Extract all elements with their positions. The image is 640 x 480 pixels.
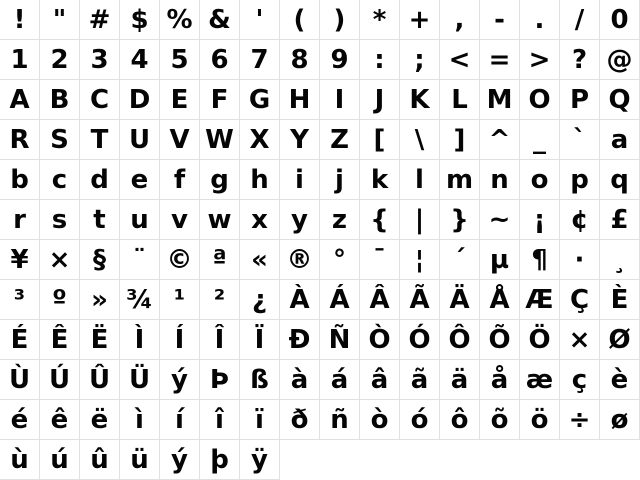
glyph-cell: &: [200, 0, 240, 40]
glyph-row: [0, 320, 640, 360]
glyph-cell: ó: [400, 400, 440, 440]
glyph-cell: w: [200, 200, 240, 240]
glyph-cell: Ê: [40, 320, 80, 360]
glyph-cell: 7: [240, 40, 280, 80]
glyph-cell: ý: [160, 360, 200, 400]
glyph-cell: þ: [200, 440, 240, 480]
glyph-cell: ¯: [360, 240, 400, 280]
glyph-cell: æ: [520, 360, 560, 400]
glyph-cell: 6: [200, 40, 240, 80]
glyph-cell: ÿ: [240, 440, 280, 480]
glyph-cell: @: [600, 40, 640, 80]
glyph-cell: ñ: [320, 400, 360, 440]
glyph-cell: 5: [160, 40, 200, 80]
glyph-cell: Î: [200, 320, 240, 360]
glyph-cell: ;: [400, 40, 440, 80]
glyph-cell: Ó: [400, 320, 440, 360]
glyph-cell: J: [360, 80, 400, 120]
glyph-cell: Ï: [240, 320, 280, 360]
glyph-cell: ì: [120, 400, 160, 440]
glyph-cell: ¥: [0, 240, 40, 280]
glyph-cell: _: [520, 120, 560, 160]
glyph-cell: À: [280, 280, 320, 320]
glyph-cell: i: [280, 160, 320, 200]
glyph-cell: ¡: [520, 200, 560, 240]
glyph-cell: Ü: [120, 360, 160, 400]
glyph-cell: ä: [440, 360, 480, 400]
glyph-cell: f: [160, 160, 200, 200]
glyph-cell: z: [320, 200, 360, 240]
glyph-cell: ë: [80, 400, 120, 440]
glyph-cell: 4: [120, 40, 160, 80]
glyph-row: [0, 440, 640, 480]
glyph-cell: t: [80, 200, 120, 240]
glyph-cell: Ã: [400, 280, 440, 320]
glyph-cell: ×: [40, 240, 80, 280]
glyph-cell: b: [0, 160, 40, 200]
glyph-cell: â: [360, 360, 400, 400]
glyph-cell: Ñ: [320, 320, 360, 360]
glyph-cell: Ö: [520, 320, 560, 360]
glyph-cell: d: [80, 160, 120, 200]
glyph-cell: L: [440, 80, 480, 120]
glyph-cell: 3: [80, 40, 120, 80]
glyph-cell: ª: [200, 240, 240, 280]
glyph-cell: 8: [280, 40, 320, 80]
glyph-cell: K: [400, 80, 440, 120]
glyph-row: [0, 360, 640, 400]
glyph-cell: î: [200, 400, 240, 440]
glyph-cell: B: [40, 80, 80, 120]
glyph-cell: >: [520, 40, 560, 80]
glyph-row: [0, 0, 640, 40]
glyph-cell: |: [400, 200, 440, 240]
glyph-cell: F: [200, 80, 240, 120]
glyph-cell: Ú: [40, 360, 80, 400]
glyph-cell: a: [600, 120, 640, 160]
glyph-cell: Æ: [520, 280, 560, 320]
glyph-cell: W: [200, 120, 240, 160]
glyph-cell: ï: [240, 400, 280, 440]
glyph-row: [0, 280, 640, 320]
glyph-cell: ´: [440, 240, 480, 280]
glyph-cell: y: [280, 200, 320, 240]
glyph-cell: ¸: [600, 240, 640, 280]
glyph-cell: ~: [480, 200, 520, 240]
glyph-cell: Ø: [600, 320, 640, 360]
glyph-cell: G: [240, 80, 280, 120]
glyph-cell: ¢: [560, 200, 600, 240]
glyph-cell: Þ: [200, 360, 240, 400]
glyph-cell: 9: [320, 40, 360, 80]
glyph-cell: û: [80, 440, 120, 480]
glyph-cell: á: [320, 360, 360, 400]
glyph-cell: H: [280, 80, 320, 120]
glyph-cell: v: [160, 200, 200, 240]
glyph-cell: ¨: [120, 240, 160, 280]
glyph-cell: ü: [120, 440, 160, 480]
glyph-row: [0, 200, 640, 240]
glyph-cell: Z: [320, 120, 360, 160]
glyph-cell: #: [80, 0, 120, 40]
glyph-cell: Ù: [0, 360, 40, 400]
glyph-cell: ): [320, 0, 360, 40]
glyph-cell: c: [40, 160, 80, 200]
glyph-cell: /: [560, 0, 600, 40]
glyph-cell: ô: [440, 400, 480, 440]
glyph-cell: M: [480, 80, 520, 120]
glyph-cell: ?: [560, 40, 600, 80]
glyph-cell: È: [600, 280, 640, 320]
glyph-cell: ã: [400, 360, 440, 400]
glyph-cell: $: [120, 0, 160, 40]
glyph-cell: q: [600, 160, 640, 200]
glyph-cell: ': [240, 0, 280, 40]
glyph-cell: É: [0, 320, 40, 360]
glyph-row: [0, 40, 640, 80]
glyph-cell: Ë: [80, 320, 120, 360]
glyph-cell: P: [560, 80, 600, 120]
glyph-cell: µ: [480, 240, 520, 280]
glyph-cell: ð: [280, 400, 320, 440]
glyph-cell: [: [360, 120, 400, 160]
glyph-cell: à: [280, 360, 320, 400]
glyph-cell: U: [120, 120, 160, 160]
glyph-cell: n: [480, 160, 520, 200]
glyph-cell: ³: [0, 280, 40, 320]
glyph-cell: R: [0, 120, 40, 160]
glyph-cell: ú: [40, 440, 80, 480]
glyph-cell: }: [440, 200, 480, 240]
glyph-cell: ¹: [160, 280, 200, 320]
glyph-cell: <: [440, 40, 480, 80]
glyph-cell: j: [320, 160, 360, 200]
glyph-cell: O: [520, 80, 560, 120]
glyph-cell: ®: [280, 240, 320, 280]
glyph-cell: å: [480, 360, 520, 400]
glyph-cell: 0: [600, 0, 640, 40]
glyph-cell: +: [400, 0, 440, 40]
glyph-cell: º: [40, 280, 80, 320]
glyph-cell: ^: [480, 120, 520, 160]
glyph-cell: é: [0, 400, 40, 440]
glyph-cell: «: [240, 240, 280, 280]
glyph-cell: ý: [160, 440, 200, 480]
glyph-cell: ": [40, 0, 80, 40]
glyph-cell: í: [160, 400, 200, 440]
glyph-cell: !: [0, 0, 40, 40]
glyph-cell: S: [40, 120, 80, 160]
glyph-cell: »: [80, 280, 120, 320]
glyph-cell: ·: [560, 240, 600, 280]
glyph-cell: u: [120, 200, 160, 240]
glyph-cell: õ: [480, 400, 520, 440]
glyph-cell: ¦: [400, 240, 440, 280]
glyph-cell: §: [80, 240, 120, 280]
glyph-cell: ù: [0, 440, 40, 480]
glyph-cell: T: [80, 120, 120, 160]
glyph-cell: .: [520, 0, 560, 40]
glyph-cell: ²: [200, 280, 240, 320]
glyph-cell: E: [160, 80, 200, 120]
glyph-cell: h: [240, 160, 280, 200]
glyph-cell: V: [160, 120, 200, 160]
glyph-cell: ø: [600, 400, 640, 440]
glyph-cell: ö: [520, 400, 560, 440]
glyph-cell: o: [520, 160, 560, 200]
glyph-cell: *: [360, 0, 400, 40]
glyph-cell: %: [160, 0, 200, 40]
glyph-cell: I: [320, 80, 360, 120]
glyph-cell: ÷: [560, 400, 600, 440]
glyph-cell: ,: [440, 0, 480, 40]
glyph-cell: 1: [0, 40, 40, 80]
glyph-cell: °: [320, 240, 360, 280]
glyph-cell: X: [240, 120, 280, 160]
glyph-cell: Q: [600, 80, 640, 120]
glyph-cell: Í: [160, 320, 200, 360]
glyph-cell: Ä: [440, 280, 480, 320]
glyph-cell: m: [440, 160, 480, 200]
glyph-row: [0, 240, 640, 280]
glyph-cell: ×: [560, 320, 600, 360]
glyph-cell: £: [600, 200, 640, 240]
glyph-cell: :: [360, 40, 400, 80]
empty-area: [280, 440, 640, 480]
glyph-cell: 2: [40, 40, 80, 80]
glyph-row: [0, 160, 640, 200]
glyph-cell: ò: [360, 400, 400, 440]
glyph-cell: {: [360, 200, 400, 240]
glyph-cell: x: [240, 200, 280, 240]
glyph-cell: Ì: [120, 320, 160, 360]
glyph-cell: g: [200, 160, 240, 200]
glyph-cell: ê: [40, 400, 80, 440]
glyph-cell: ©: [160, 240, 200, 280]
glyph-cell: Â: [360, 280, 400, 320]
glyph-cell: `: [560, 120, 600, 160]
glyph-cell: e: [120, 160, 160, 200]
glyph-cell: è: [600, 360, 640, 400]
glyph-row: [0, 120, 640, 160]
glyph-cell: =: [480, 40, 520, 80]
glyph-cell: Å: [480, 280, 520, 320]
glyph-row: [0, 400, 640, 440]
glyph-cell: ¶: [520, 240, 560, 280]
glyph-cell: Y: [280, 120, 320, 160]
glyph-cell: C: [80, 80, 120, 120]
glyph-cell: Ò: [360, 320, 400, 360]
glyph-cell: A: [0, 80, 40, 120]
glyph-cell: r: [0, 200, 40, 240]
glyph-cell: Õ: [480, 320, 520, 360]
glyph-cell: p: [560, 160, 600, 200]
glyph-cell: Û: [80, 360, 120, 400]
glyph-cell: Ð: [280, 320, 320, 360]
glyph-cell: (: [280, 0, 320, 40]
glyph-cell: ç: [560, 360, 600, 400]
glyph-cell: ¾: [120, 280, 160, 320]
glyph-cell: -: [480, 0, 520, 40]
glyph-row: [0, 80, 640, 120]
glyph-cell: ß: [240, 360, 280, 400]
glyph-cell: k: [360, 160, 400, 200]
glyph-cell: Ç: [560, 280, 600, 320]
glyph-cell: \: [400, 120, 440, 160]
glyph-cell: ]: [440, 120, 480, 160]
glyph-cell: Á: [320, 280, 360, 320]
glyph-cell: Ô: [440, 320, 480, 360]
glyph-cell: ¿: [240, 280, 280, 320]
glyph-cell: D: [120, 80, 160, 120]
glyph-cell: l: [400, 160, 440, 200]
glyph-cell: s: [40, 200, 80, 240]
